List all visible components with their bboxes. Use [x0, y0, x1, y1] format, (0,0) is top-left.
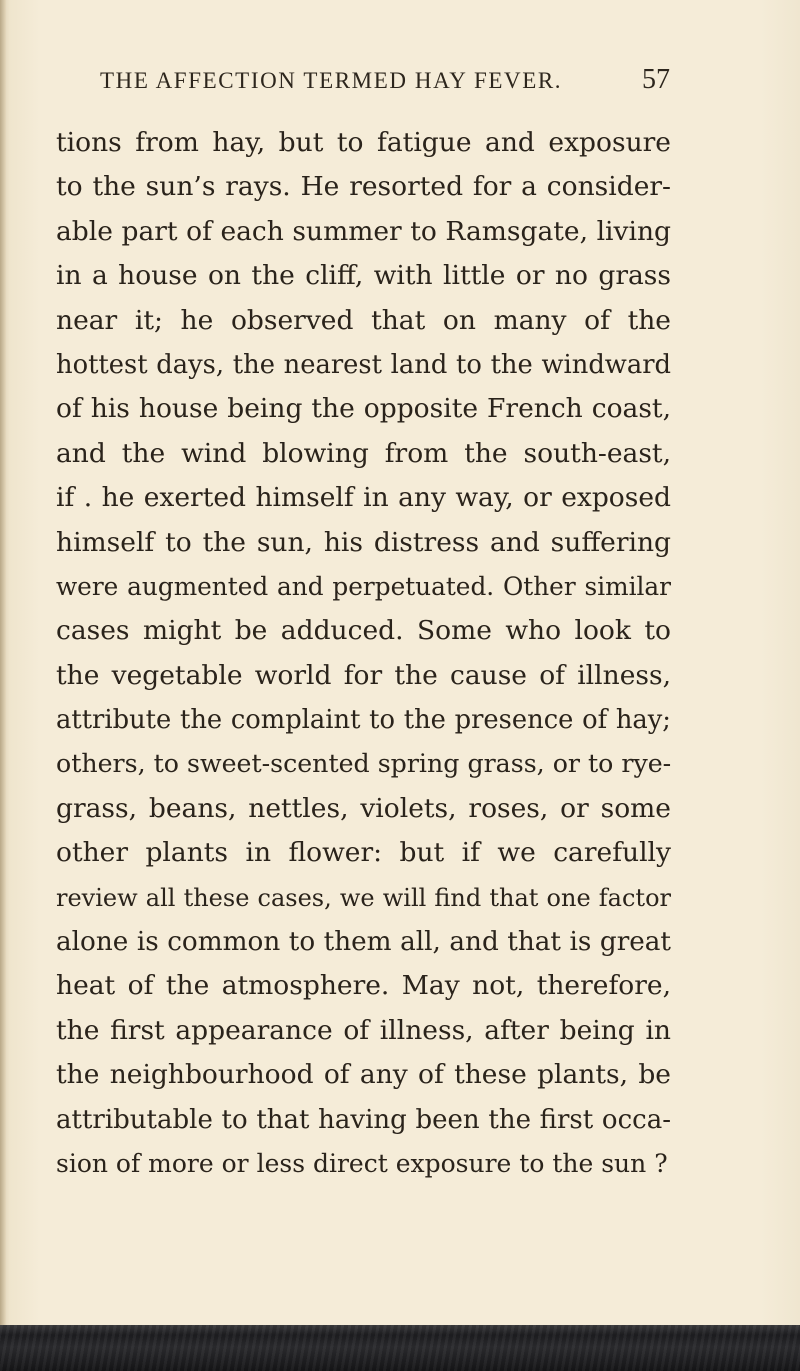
- scan-bottom-edge: [0, 1325, 800, 1371]
- text-line: near it; he observed that on many of the: [56, 304, 671, 336]
- text-line: and the wind blowing from the south-east,: [56, 437, 671, 469]
- page-number: 57: [642, 64, 670, 95]
- text-line: review all these cases, we will find that one factor: [56, 883, 671, 912]
- text-line: if . he exerted himself in any way, or exposed: [56, 482, 671, 514]
- text-line: hottest days, the nearest land to the windward: [56, 349, 671, 380]
- text-line: attribute the complaint to the presence of hay;: [56, 705, 671, 736]
- running-title: THE AFFECTION TERMED HAY FEVER.: [100, 68, 563, 93]
- running-head: [100, 64, 670, 104]
- text-line: in a house on the cliff, with little or no grass: [56, 260, 671, 292]
- text-line: of his house being the opposite French coast,: [56, 393, 671, 425]
- text-line: able part of each summer to Ramsgate, living: [56, 215, 671, 247]
- text-line: tions from hay, but to fatigue and exposure: [56, 127, 671, 158]
- text-line: alone is common to them all, and that is great: [56, 927, 671, 958]
- text-line: himself to the sun, his distress and suffering: [56, 526, 671, 558]
- text-line: attributable to that having been the first occa-: [56, 1104, 671, 1135]
- text-line: sion of more or less direct exposure to the sun ?: [56, 1148, 668, 1178]
- text-line: grass, beans, nettles, violets, roses, or some: [56, 792, 671, 824]
- text-line: cases might be adduced. Some who look to: [56, 615, 671, 647]
- text-line: the neighbourhood of any of these plants, be: [56, 1059, 671, 1091]
- text-line: heat of the atmosphere. May not, therefore,: [56, 970, 671, 1002]
- text-line: were augmented and perpetuated. Other similar: [56, 571, 671, 601]
- text-line: the vegetable world for the cause of illness,: [56, 659, 671, 691]
- text-line: the first appearance of illness, after being in: [56, 1014, 671, 1046]
- text-line: others, to sweet-scented spring grass, or to rye-: [56, 749, 672, 779]
- text-line: other plants in flower: but if we carefully: [56, 837, 671, 869]
- page-gutter-edge: [0, 0, 6, 1371]
- body-text: [56, 121, 671, 1186]
- scan-bottom-texture: [0, 1325, 800, 1371]
- text-line: to the sun’s rays. He resorted for a consider-: [56, 171, 671, 203]
